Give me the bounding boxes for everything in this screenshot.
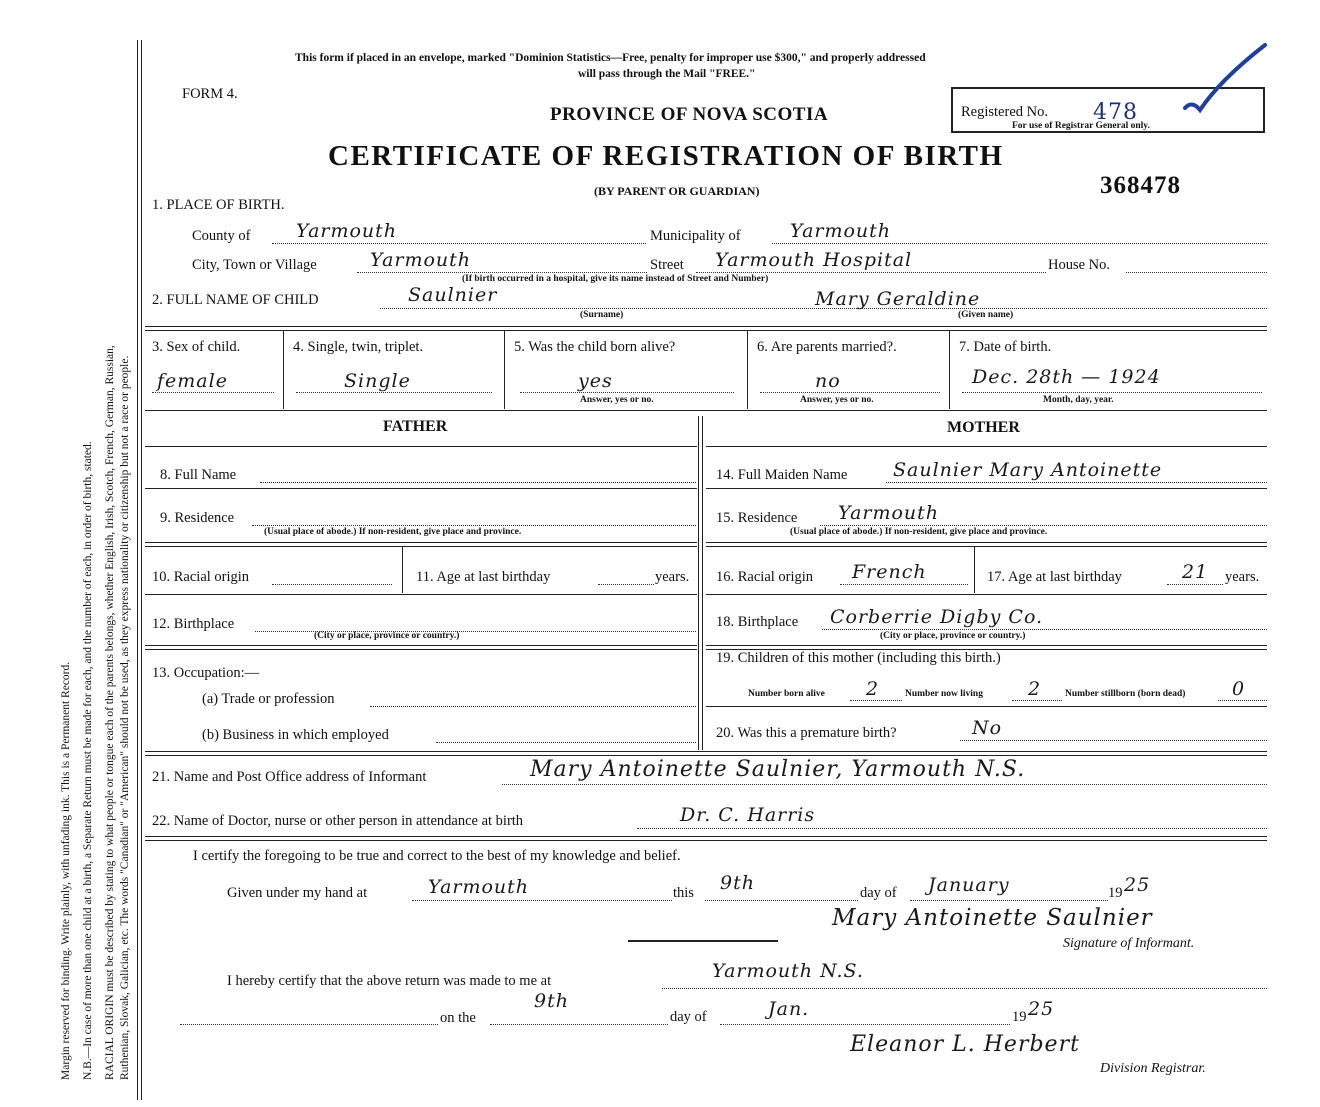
plurality-value: Single [344, 370, 411, 392]
born-alive-note: Answer, yes or no. [580, 395, 654, 405]
date-of-birth-line [962, 392, 1262, 393]
informant-line [502, 784, 1267, 785]
parents-married-note: Answer, yes or no. [800, 395, 874, 405]
father-row-rule-12 [145, 645, 697, 650]
now-living-value: 2 [1028, 678, 1042, 700]
municipality-label: Municipality of [650, 228, 741, 244]
father-age-line [598, 584, 654, 585]
informant-signature: Mary Antoinette Saulnier [832, 905, 1153, 931]
father-col-divider-10 [402, 547, 403, 593]
stillborn-label: Number stillborn (born dead) [1065, 689, 1186, 699]
plurality-line [296, 392, 492, 393]
mother-residence-label: 15. Residence [716, 510, 798, 526]
serial-number: 368478 [1100, 172, 1181, 199]
signature-separator [628, 940, 778, 942]
street-label: Street [650, 257, 684, 273]
hospital-note: (If birth occurred in a hospital, give its name instead of Street and Number) [462, 274, 769, 284]
county-value: Yarmouth [296, 220, 398, 242]
father-row-rule-8 [145, 488, 697, 489]
father-birthplace-note: (City or place, province or country.) [314, 631, 460, 641]
born-alive-value: yes [578, 370, 613, 392]
margin-note-nationality: Ruthenian, Slovak, Galician, etc. The words "Canadian" or "American" should not be used, as they express nationality or citizenship but not a race or people. [119, 355, 131, 1080]
parents-married-label: 6. Are parents married?. [757, 339, 897, 355]
year-prefix: 19 [1108, 885, 1123, 901]
municipality-value: Yarmouth [790, 220, 892, 242]
certify-statement: I certify the foregoing to be true and correct to the best of my knowledge and belief. [193, 848, 681, 864]
father-age-unit: years. [655, 569, 690, 585]
registered-label: Registered No. [961, 104, 1048, 120]
this-day-line [705, 900, 858, 901]
on-the-lead-line [180, 1024, 438, 1025]
mail-notice-line2: will pass through the Mail "FREE." [578, 68, 756, 80]
mother-racial-label: 16. Racial origin [716, 569, 814, 585]
father-row-rule-9 [145, 542, 697, 547]
father-birthplace-label: 12. Birthplace [152, 616, 235, 632]
mother-heading-rule [706, 446, 1267, 447]
col-divider-4 [949, 331, 950, 409]
city-value: Yarmouth [370, 249, 472, 271]
now-living-line [1012, 700, 1062, 701]
certification-divider [145, 836, 1267, 841]
premature-label: 20. Was this a premature birth? [716, 725, 897, 741]
doctor-value: Dr. C. Harris [680, 804, 816, 826]
informant-label: 21. Name and Post Office address of Informant [152, 769, 427, 785]
mother-residence-line [820, 525, 1267, 526]
year-prefix-2: 19 [1012, 1009, 1027, 1025]
mail-notice-line1: This form if placed in an envelope, marked "Dominion Statistics—Free, penalty for improper use $300," and properly addressed [295, 52, 926, 64]
born-alive-count-value: 2 [866, 678, 880, 700]
father-residence-line [252, 525, 696, 526]
given-under-label: Given under my hand at [227, 885, 368, 901]
year-value-2: 25 [1028, 998, 1055, 1020]
margin-note-multiple-births: N.B.—In case of more than one child at a birth, a Separate Return must be made for each, and the number of each, in order of birth, stated. [82, 441, 94, 1080]
father-residence-label: 9. Residence [160, 510, 235, 526]
mother-residence-value: Yarmouth [838, 502, 940, 524]
month-line [910, 900, 1108, 901]
father-heading: FATHER [383, 418, 448, 435]
mother-birthplace-note: (City or place, province or country.) [880, 631, 1026, 641]
occupation-label: 13. Occupation:— [152, 665, 260, 681]
informant-value: Mary Antoinette Saulnier, Yarmouth N.S. [530, 757, 1026, 782]
this-day-value: 9th [720, 872, 755, 894]
registered-value: 478 [1093, 100, 1138, 125]
trade-line [370, 706, 696, 707]
city-label: City, Town or Village [192, 257, 317, 273]
father-mother-divider [698, 416, 703, 750]
parents-married-line [760, 392, 940, 393]
sex-value: female [157, 370, 228, 392]
doctor-line [637, 828, 1267, 829]
mother-row-rule-15 [706, 542, 1267, 547]
child-name-label: 2. FULL NAME OF CHILD [152, 292, 319, 308]
given-name-note: (Given name) [958, 310, 1014, 320]
month-line-2 [720, 1024, 1010, 1025]
mother-racial-value: French [852, 561, 927, 583]
municipality-line [772, 243, 1267, 244]
given-place-line [412, 900, 672, 901]
mother-birthplace-value: Corberrie Digby Co. [830, 606, 1044, 628]
business-label: (b) Business in which employed [202, 727, 389, 743]
certificate-title: CERTIFICATE OF REGISTRATION OF BIRTH [328, 140, 1004, 172]
day-of-label-2: day of [670, 1009, 707, 1025]
registrar-place-value: Yarmouth N.S. [712, 960, 864, 982]
margin-note-binding: Margin reserved for binding. Write plainly, with unfading ink. This is a Permanent Record. [60, 661, 72, 1080]
child-surname-value: Saulnier [408, 284, 498, 306]
certificate-subtitle: (BY PARENT OR GUARDIAN) [594, 184, 760, 198]
mother-age-unit: years. [1225, 569, 1260, 585]
day-of-label: day of [860, 885, 897, 901]
father-residence-note: (Usual place of abode.) If non-resident, give place and province. [264, 527, 522, 537]
father-name-label: 8. Full Name [160, 467, 237, 483]
mother-row-rule-17 [706, 594, 1267, 595]
col-divider-3 [747, 331, 748, 409]
born-alive-count-line [850, 700, 902, 701]
mother-age-value: 21 [1182, 561, 1209, 583]
date-of-birth-value: Dec. 28th — 1924 [972, 366, 1161, 388]
mother-name-label: 14. Full Maiden Name [716, 467, 848, 483]
house-number-line [1126, 272, 1267, 273]
premature-line [960, 740, 1267, 741]
date-of-birth-note: Month, day, year. [1043, 395, 1114, 405]
mother-age-line [1167, 584, 1223, 585]
mother-racial-line [840, 584, 968, 585]
on-the-value: 9th [534, 990, 569, 1012]
given-place-value: Yarmouth [428, 876, 530, 898]
mother-name-line [886, 482, 1267, 483]
mother-birthplace-label: 18. Birthplace [716, 614, 799, 630]
on-the-line [490, 1024, 668, 1025]
business-line [436, 742, 696, 743]
mother-name-value: Saulnier Mary Antoinette [893, 459, 1163, 481]
mother-birthplace-line [822, 629, 1267, 630]
father-name-line [260, 482, 696, 483]
on-the-label: on the [440, 1010, 476, 1026]
registrar-label: Division Registrar. [1100, 1061, 1206, 1076]
margin-note-racial-origin: RACIAL ORIGIN must be described by stating to what people or tongue each of the parents belongs, whether English, Irish, Scotch, French, German, Russian, [104, 345, 116, 1080]
month-value-2: Jan. [768, 998, 810, 1020]
born-alive-line [520, 392, 734, 393]
col-divider-2 [504, 331, 505, 409]
mother-age-label: 17. Age at last birthday [987, 569, 1122, 585]
stillborn-value: 0 [1232, 678, 1246, 700]
street-value: Yarmouth Hospital [715, 249, 913, 271]
trade-label: (a) Trade or profession [202, 691, 335, 707]
parents-married-value: no [815, 370, 841, 392]
section-divider-top [145, 326, 1267, 331]
born-alive-label: 5. Was the child born alive? [514, 339, 676, 355]
house-number-label: House No. [1048, 257, 1111, 273]
sex-label: 3. Sex of child. [152, 339, 241, 355]
mother-residence-note: (Usual place of abode.) If non-resident, give place and province. [790, 527, 1048, 537]
city-line [357, 272, 647, 273]
checkmark-icon [1180, 40, 1270, 120]
premature-value: No [972, 717, 1003, 739]
section-divider-bottom [145, 751, 1267, 756]
father-row-rule-11 [145, 594, 697, 595]
registrar-place-line [662, 988, 1267, 989]
place-of-birth-heading: 1. PLACE OF BIRTH. [152, 197, 285, 213]
doctor-label: 22. Name of Doctor, nurse or other person in attendance at birth [152, 813, 524, 829]
born-alive-count-label: Number born alive [748, 689, 825, 699]
father-heading-rule [145, 446, 697, 447]
plurality-label: 4. Single, twin, triplet. [293, 339, 424, 355]
father-racial-line [272, 584, 392, 585]
mother-heading: MOTHER [947, 419, 1020, 436]
row-divider-5 [145, 410, 1267, 411]
child-given-value: Mary Geraldine [815, 288, 981, 310]
registered-note: For use of Registrar General only. [1012, 121, 1150, 131]
father-racial-label: 10. Racial origin [152, 569, 250, 585]
registrar-signature: Eleanor L. Herbert [850, 1032, 1080, 1057]
registrar-statement: I hereby certify that the above return was made to me at [227, 973, 552, 989]
children-of-mother-label: 19. Children of this mother (including this birth.) [716, 650, 1001, 666]
form-number: FORM 4. [182, 86, 238, 102]
mother-row-rule-19 [706, 706, 1267, 707]
father-age-label: 11. Age at last birthday [416, 569, 551, 585]
county-label: County of [192, 228, 251, 244]
margin-rule [137, 40, 142, 1100]
month-value: January [928, 874, 1010, 896]
surname-note: (Surname) [580, 310, 624, 320]
year-value: 25 [1124, 874, 1151, 896]
mother-col-divider-16 [974, 547, 975, 593]
stillborn-line [1218, 700, 1267, 701]
street-line [696, 272, 1046, 273]
province-heading: PROVINCE OF NOVA SCOTIA [550, 104, 829, 125]
date-of-birth-label: 7. Date of birth. [959, 339, 1052, 355]
col-divider-1 [283, 331, 284, 409]
mother-row-rule-14 [706, 488, 1267, 489]
county-line [272, 243, 646, 244]
now-living-label: Number now living [905, 689, 983, 699]
sex-line [152, 392, 274, 393]
signature-label: Signature of Informant. [1063, 936, 1195, 951]
this-label: this [673, 885, 694, 901]
